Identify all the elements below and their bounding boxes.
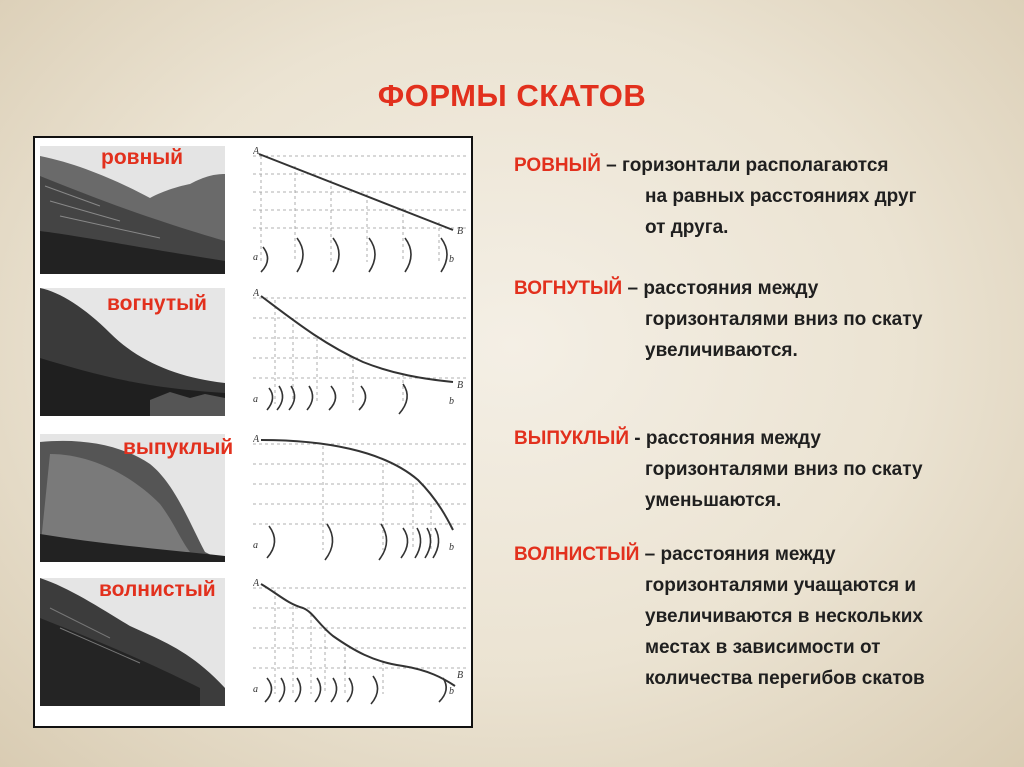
right-letter-label: b (449, 254, 454, 265)
label-wavy: волнистый (99, 578, 216, 601)
slide-title: ФОРМЫ СКАТОВ (377, 78, 647, 113)
point-b-label: B (457, 226, 464, 237)
even-slope-profile (253, 142, 469, 274)
definition-line: увеличиваются. (645, 340, 798, 361)
definition-line: на равных расстояниях друг (645, 186, 917, 207)
left-letter-label: a (253, 394, 258, 405)
definition-line: горизонталями вниз по скату (645, 459, 923, 480)
definition-convex (514, 423, 1004, 516)
definition-line: расстояния между (643, 278, 819, 299)
figure-row-concave (35, 282, 471, 422)
definition-line: местах в зависимости от (645, 637, 881, 658)
point-a-label: A (253, 578, 260, 589)
term-convex: ВЫПУКЛЫЙ (514, 428, 629, 449)
definition-line: расстояния между (645, 428, 821, 449)
left-letter-label: a (253, 684, 258, 695)
term-concave: ВОГНУТЫЙ (514, 278, 623, 299)
definition-line: горизонталями вниз по скату (645, 309, 923, 330)
definition-line: от друга. (645, 217, 729, 238)
right-letter-label: b (449, 542, 454, 553)
separator: – (600, 155, 623, 176)
definition-line: горизонтали располагаются (622, 155, 889, 176)
slope-figure-panel (33, 136, 473, 728)
point-a-label: A (253, 288, 260, 299)
definition-line: уменьшаются. (645, 490, 782, 511)
concave-slope-profile (253, 284, 469, 416)
label-convex: выпуклый (123, 436, 234, 459)
convex-slope-profile (253, 430, 469, 562)
left-letter-label: a (253, 540, 258, 551)
point-a-label: A (253, 146, 260, 157)
separator: – (622, 278, 644, 299)
definition-line: горизонталями учащаются и (645, 575, 917, 596)
right-letter-label: b (449, 686, 454, 697)
label-even: ровный (101, 146, 184, 169)
definition-line: расстояния между (660, 544, 836, 565)
definition-even (514, 150, 1004, 243)
term-wavy: ВОЛНИСТЫЙ (514, 544, 640, 565)
definition-wavy (514, 539, 1004, 694)
left-letter-label: a (253, 252, 258, 263)
point-b-label: B (457, 670, 464, 681)
separator: – (639, 544, 661, 565)
point-a-label: A (253, 434, 260, 445)
label-concave: вогнутый (107, 292, 207, 315)
wavy-slope-profile (253, 574, 469, 706)
definition-concave (514, 273, 1004, 366)
separator: - (628, 428, 646, 449)
figure-row-convex (35, 428, 471, 568)
point-b-label: B (457, 380, 464, 391)
term-even: РОВНЫЙ (514, 155, 601, 176)
right-letter-label: b (449, 396, 454, 407)
definition-line: увеличиваются в нескольких (645, 606, 923, 627)
definition-line: количества перегибов скатов (645, 668, 925, 689)
